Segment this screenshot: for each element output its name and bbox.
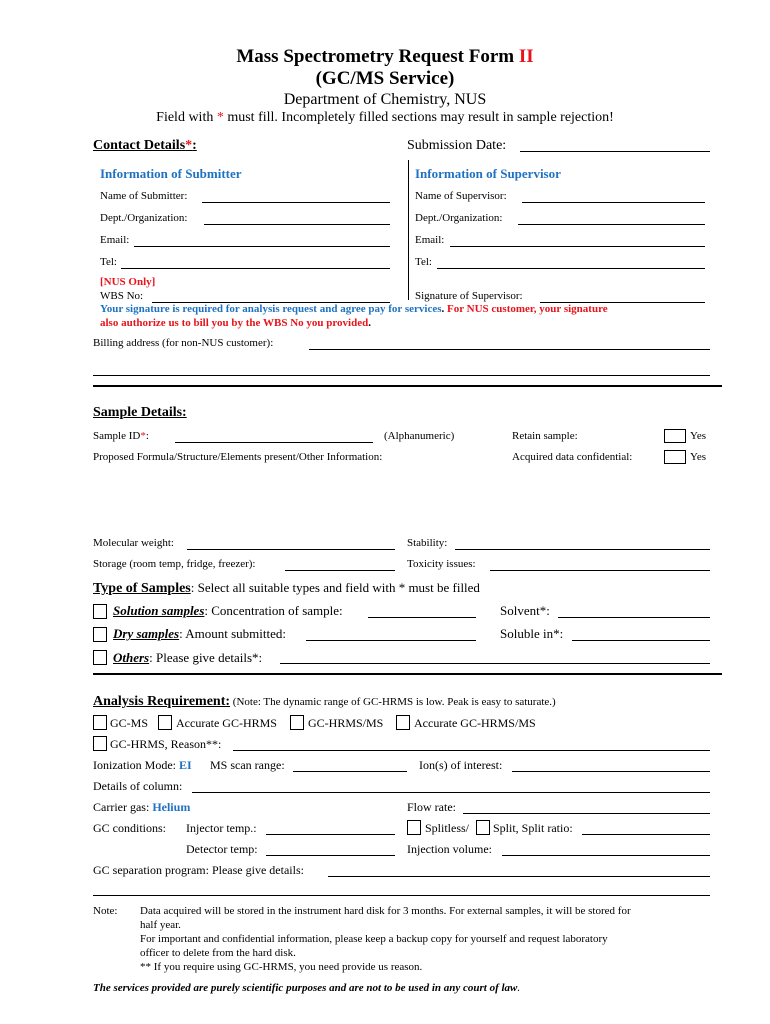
injector-temp-label: Injector temp.: — [186, 821, 257, 835]
gc-conditions-label: GC conditions: — [93, 821, 167, 835]
submitter-heading: Information of Submitter — [100, 166, 242, 181]
supervisor-dept-label: Dept./Organization: — [415, 212, 503, 224]
supervisor-email-label: Email: — [415, 234, 445, 246]
note-line-2: half year. — [140, 919, 181, 931]
gc-separation-field-2[interactable] — [93, 895, 710, 896]
flow-rate-label: Flow rate: — [407, 800, 456, 814]
split-ratio-field[interactable] — [582, 834, 710, 835]
submitter-email-field[interactable] — [134, 246, 390, 247]
note-line-4: officer to delete from the hard disk. — [140, 947, 296, 959]
accurate-gchrmsms-label: Accurate GC-HRMS/MS — [414, 716, 536, 730]
form-title — [0, 46, 770, 68]
injection-volume-field[interactable] — [502, 855, 710, 856]
nus-only-label: [NUS Only] — [100, 276, 156, 288]
solution-samples-label: Solution samples: Concentration of sample: — [113, 603, 343, 618]
splitless-checkbox[interactable] — [407, 820, 421, 835]
supervisor-dept-field[interactable] — [518, 224, 705, 225]
solvent-label: Solvent*: — [500, 603, 550, 618]
molecular-weight-label: Molecular weight: — [93, 537, 174, 549]
carrier-gas-label: Carrier gas: Helium — [93, 800, 191, 814]
billing-address-label: Billing address (for non-NUS customer): — [93, 337, 274, 349]
stability-field[interactable] — [455, 549, 710, 550]
section-divider-2 — [93, 673, 722, 675]
gchrms-reason-label: GC-HRMS, Reason**: — [110, 737, 222, 751]
storage-label: Storage (room temp, fridge, freezer): — [93, 558, 256, 570]
column-details-field[interactable] — [192, 792, 710, 793]
soluble-field[interactable] — [572, 640, 710, 641]
column-details-label: Details of column: — [93, 779, 183, 793]
signature-note-line2: also authorize us to bill you by the WBS No you provided. — [100, 317, 371, 329]
department-label: Department of Chemistry, NUS — [283, 91, 487, 108]
dry-samples-label: Dry samples: Amount submitted: — [113, 626, 286, 641]
analysis-heading: Analysis Requirement: (Note: The dynamic range of GC-HRMS is low. Peak is easy to saturate.) — [93, 694, 556, 709]
data-confidential-checkbox[interactable] — [664, 450, 686, 464]
detector-temp-field[interactable] — [266, 855, 395, 856]
submitter-name-label: Name of Submitter: — [100, 190, 188, 202]
submitter-tel-label: Tel: — [100, 256, 117, 268]
form-title-text: Mass Spectrometry Request Form — [236, 46, 519, 67]
supervisor-name-field[interactable] — [522, 202, 705, 203]
injection-volume-label: Injection volume: — [407, 842, 492, 856]
detector-temp-label: Detector temp: — [186, 842, 258, 856]
gcms-label: GC-MS — [110, 716, 149, 730]
gc-separation-field[interactable] — [328, 876, 710, 877]
data-confidential-yes: Yes — [690, 451, 707, 463]
splitless-label: Splitless/ — [425, 821, 470, 835]
required-notice: Field with * must fill. Incompletely filled sections may result in sample rejection! — [156, 110, 614, 125]
dry-samples-checkbox[interactable] — [93, 627, 107, 642]
submitter-name-field[interactable] — [202, 202, 390, 203]
supervisor-name-label: Name of Supervisor: — [415, 190, 507, 202]
form-title-roman: II — [518, 46, 534, 67]
accurate-gchrms-checkbox[interactable] — [158, 715, 172, 730]
gc-separation-label: GC separation program: Please give details: — [93, 863, 304, 877]
retain-sample-checkbox[interactable] — [664, 429, 686, 443]
legal-disclaimer: The services provided are purely scientific purposes and are not to be used in any court of law. — [93, 982, 521, 994]
ions-of-interest-label: Ion(s) of interest: — [419, 758, 503, 772]
ms-scan-range-field[interactable] — [293, 771, 407, 772]
ions-of-interest-field[interactable] — [512, 771, 710, 772]
alphanumeric-hint: (Alphanumeric) — [384, 430, 455, 442]
molecular-weight-field[interactable] — [187, 549, 395, 550]
form-subtitle: (GC/MS Service) — [315, 68, 455, 89]
accurate-gchrms-label: Accurate GC-HRMS — [176, 716, 277, 730]
flow-rate-field[interactable] — [463, 813, 710, 814]
concentration-field[interactable] — [368, 617, 476, 618]
gchrmsms-checkbox[interactable] — [290, 715, 304, 730]
gchrms-reason-field[interactable] — [233, 750, 710, 751]
solution-samples-checkbox[interactable] — [93, 604, 107, 619]
others-checkbox[interactable] — [93, 650, 107, 665]
submitter-dept-label: Dept./Organization: — [100, 212, 188, 224]
submitter-dept-field[interactable] — [204, 224, 390, 225]
supervisor-tel-label: Tel: — [415, 256, 432, 268]
supervisor-heading: Information of Supervisor — [415, 166, 561, 181]
gcms-checkbox[interactable] — [93, 715, 107, 730]
sample-details-heading: Sample Details: — [93, 405, 187, 420]
split-ratio-label: Split, Split ratio: — [493, 821, 573, 835]
note-line-3: For important and confidential information, please keep a backup copy for yourself and request laboratory — [140, 933, 608, 945]
toxicity-label: Toxicity issues: — [407, 558, 476, 570]
proposed-formula-label: Proposed Formula/Structure/Elements present/Other Information: — [93, 451, 383, 463]
toxicity-field[interactable] — [490, 570, 710, 571]
retain-sample-label: Retain sample: — [512, 430, 578, 442]
amount-field[interactable] — [306, 640, 476, 641]
gchrms-reason-checkbox[interactable] — [93, 736, 107, 751]
ms-scan-range-label: MS scan range: — [210, 758, 285, 772]
section-divider-1 — [93, 385, 722, 387]
note-line-5: ** If you require using GC-HRMS, you need provide us reason. — [140, 961, 423, 973]
stability-label: Stability: — [407, 537, 448, 549]
signature-note-line1: Your signature is required for analysis request and agree pay for services. For NUS customer, your signature — [100, 303, 608, 315]
submitter-email-label: Email: — [100, 234, 130, 246]
solvent-field[interactable] — [558, 617, 710, 618]
supervisor-signature-label: Signature of Supervisor: — [415, 290, 523, 302]
retain-sample-yes: Yes — [690, 430, 707, 442]
accurate-gchrmsms-checkbox[interactable] — [396, 715, 410, 730]
sample-types-heading: Type of Samples: Select all suitable types and field with * must be filled — [93, 580, 480, 596]
others-label: Others: Please give details*: — [113, 650, 263, 665]
others-details-field[interactable] — [280, 663, 710, 664]
data-confidential-label: Acquired data confidential: — [512, 451, 633, 463]
sample-id-field[interactable] — [175, 442, 373, 443]
storage-field[interactable] — [285, 570, 395, 571]
supervisor-tel-field[interactable] — [437, 268, 705, 269]
split-checkbox[interactable] — [476, 820, 490, 835]
wbs-label: WBS No: — [100, 290, 144, 302]
billing-address-field-2[interactable] — [93, 375, 710, 376]
submission-date-label: Submission Date: — [407, 138, 507, 153]
note-line-1: Data acquired will be stored in the instrument hard disk for 3 months. For external samples, it will be stored for — [140, 905, 631, 917]
ionization-mode-label: Ionization Mode: EI — [93, 758, 192, 772]
injector-temp-field[interactable] — [266, 834, 395, 835]
submission-date-field[interactable] — [520, 151, 710, 152]
soluble-label: Soluble in*: — [500, 626, 564, 641]
gchrmsms-label: GC-HRMS/MS — [308, 716, 384, 730]
note-label: Note: — [93, 905, 118, 917]
billing-address-field[interactable] — [309, 349, 710, 350]
contact-details-heading: Contact Details*: — [93, 138, 197, 153]
sample-id-label: Sample ID*: — [93, 430, 149, 442]
contact-divider — [408, 160, 409, 300]
submitter-tel-field[interactable] — [121, 268, 390, 269]
supervisor-email-field[interactable] — [450, 246, 705, 247]
